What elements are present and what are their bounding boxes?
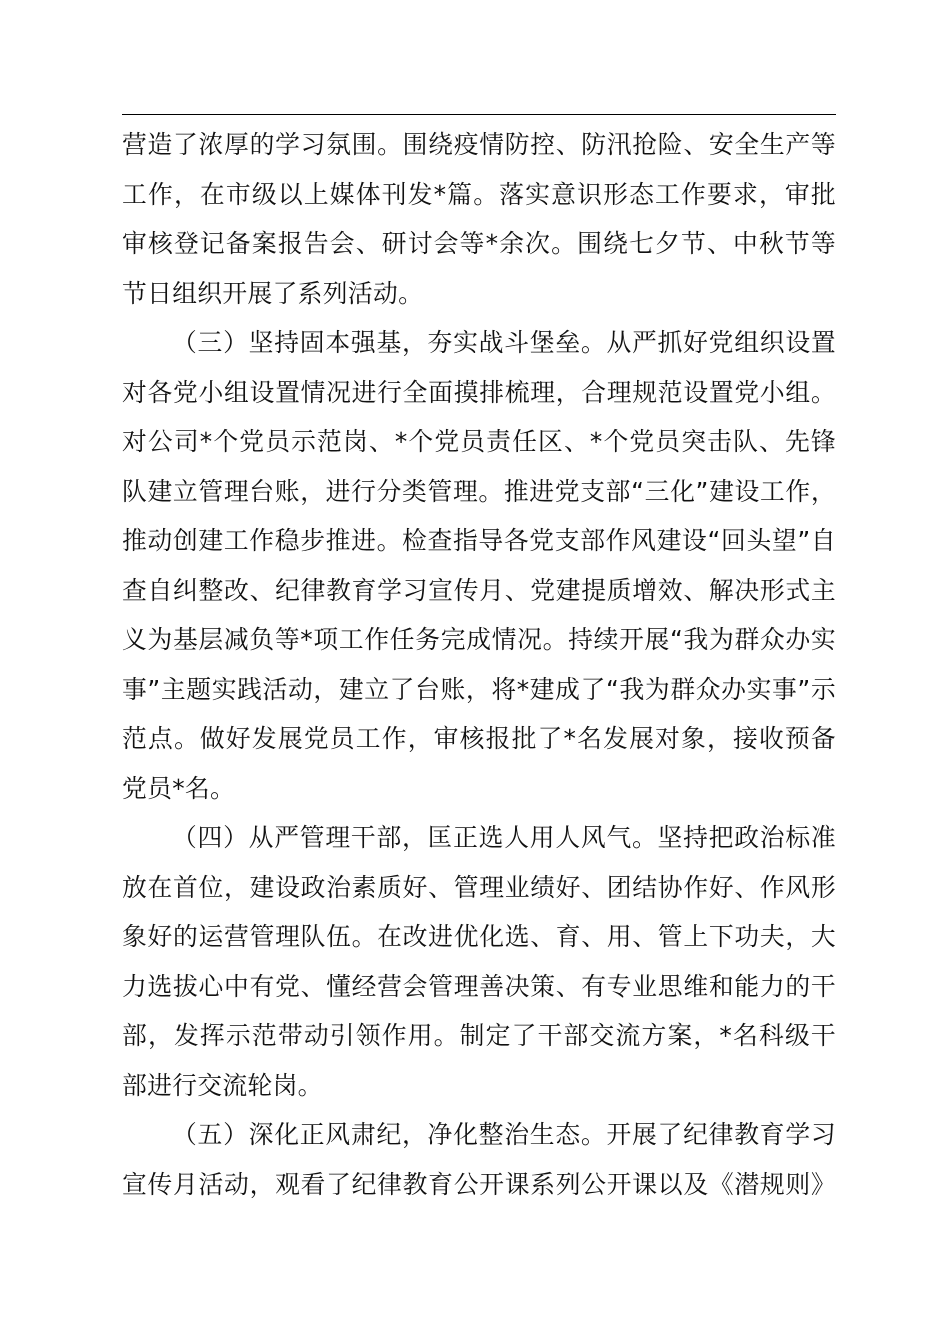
text-line: 工作，在市级以上媒体刊发*篇。落实意识形态工作要求，审批 [122,179,836,209]
paragraph-2 [122,325,836,820]
text-line: 对公司*个党员示范岗、*个党员责任区、*个党员突击队、先锋 [122,427,836,456]
text-line: 营造了浓厚的学习氛围。围绕疫情防控、防汛抢险、安全生产等 [122,130,836,159]
text-line: 放在首位，建设政治素质好、管理业绩好、团结协作好、作风形 [122,872,836,902]
text-line: 力选拔心中有党、懂经营会管理善决策、有专业思维和能力的干 [122,971,836,1001]
text-line: 查自纠整改、纪律教育学习宣传月、党建提质增效、解决形式主 [122,575,836,605]
paragraph-3 [122,820,836,1117]
paragraph-4 [122,1117,836,1216]
text-line: 推动创建工作稳步推进。检查指导各党支部作风建设“回头望”自 [122,526,836,555]
text-line: 对各党小组设置情况进行全面摸排梳理，合理规范设置党小组。 [122,377,836,407]
text-line: 审核登记备案报告会、研讨会等*余次。围绕七夕节、中秋节等 [122,229,836,258]
text-line: （五）深化正风肃纪，净化整治生态。开展了纪律教育学习 [172,1120,836,1149]
text-line: 宣传月活动，观看了纪律教育公开课系列公开课以及《潜规则》 [122,1169,836,1199]
paragraph-1 [122,127,836,325]
text-line: 党员*名。 [122,773,236,803]
header-rule [122,114,836,115]
text-line: 事”主题实践活动，建立了台账，将*建成了“我为群众办实事”示 [122,674,836,704]
text-line: 义为基层减负等*项工作任务完成情况。持续开展“我为群众办实 [122,625,836,654]
text-line: 部，发挥示范带动引领作用。制定了干部交流方案，*名科级干 [122,1021,836,1050]
text-line: 象好的运营管理队伍。在改进优化选、育、用、管上下功夫，大 [122,922,836,951]
text-line: （四）从严管理干部，匡正选人用人风气。坚持把政治标准 [172,823,836,852]
text-line: （三）坚持固本强基，夯实战斗堡垒。从严抓好党组织设置 [172,328,836,357]
text-line: 节日组织开展了系列活动。 [122,278,424,308]
body-text [122,127,836,1216]
text-line: 范点。做好发展党员工作，审核报批了*名发展对象，接收预备 [122,724,836,753]
text-line: 队建立管理台账，进行分类管理。推进党支部“三化”建设工作， [122,476,836,506]
text-line: 部进行交流轮岗。 [122,1070,323,1100]
